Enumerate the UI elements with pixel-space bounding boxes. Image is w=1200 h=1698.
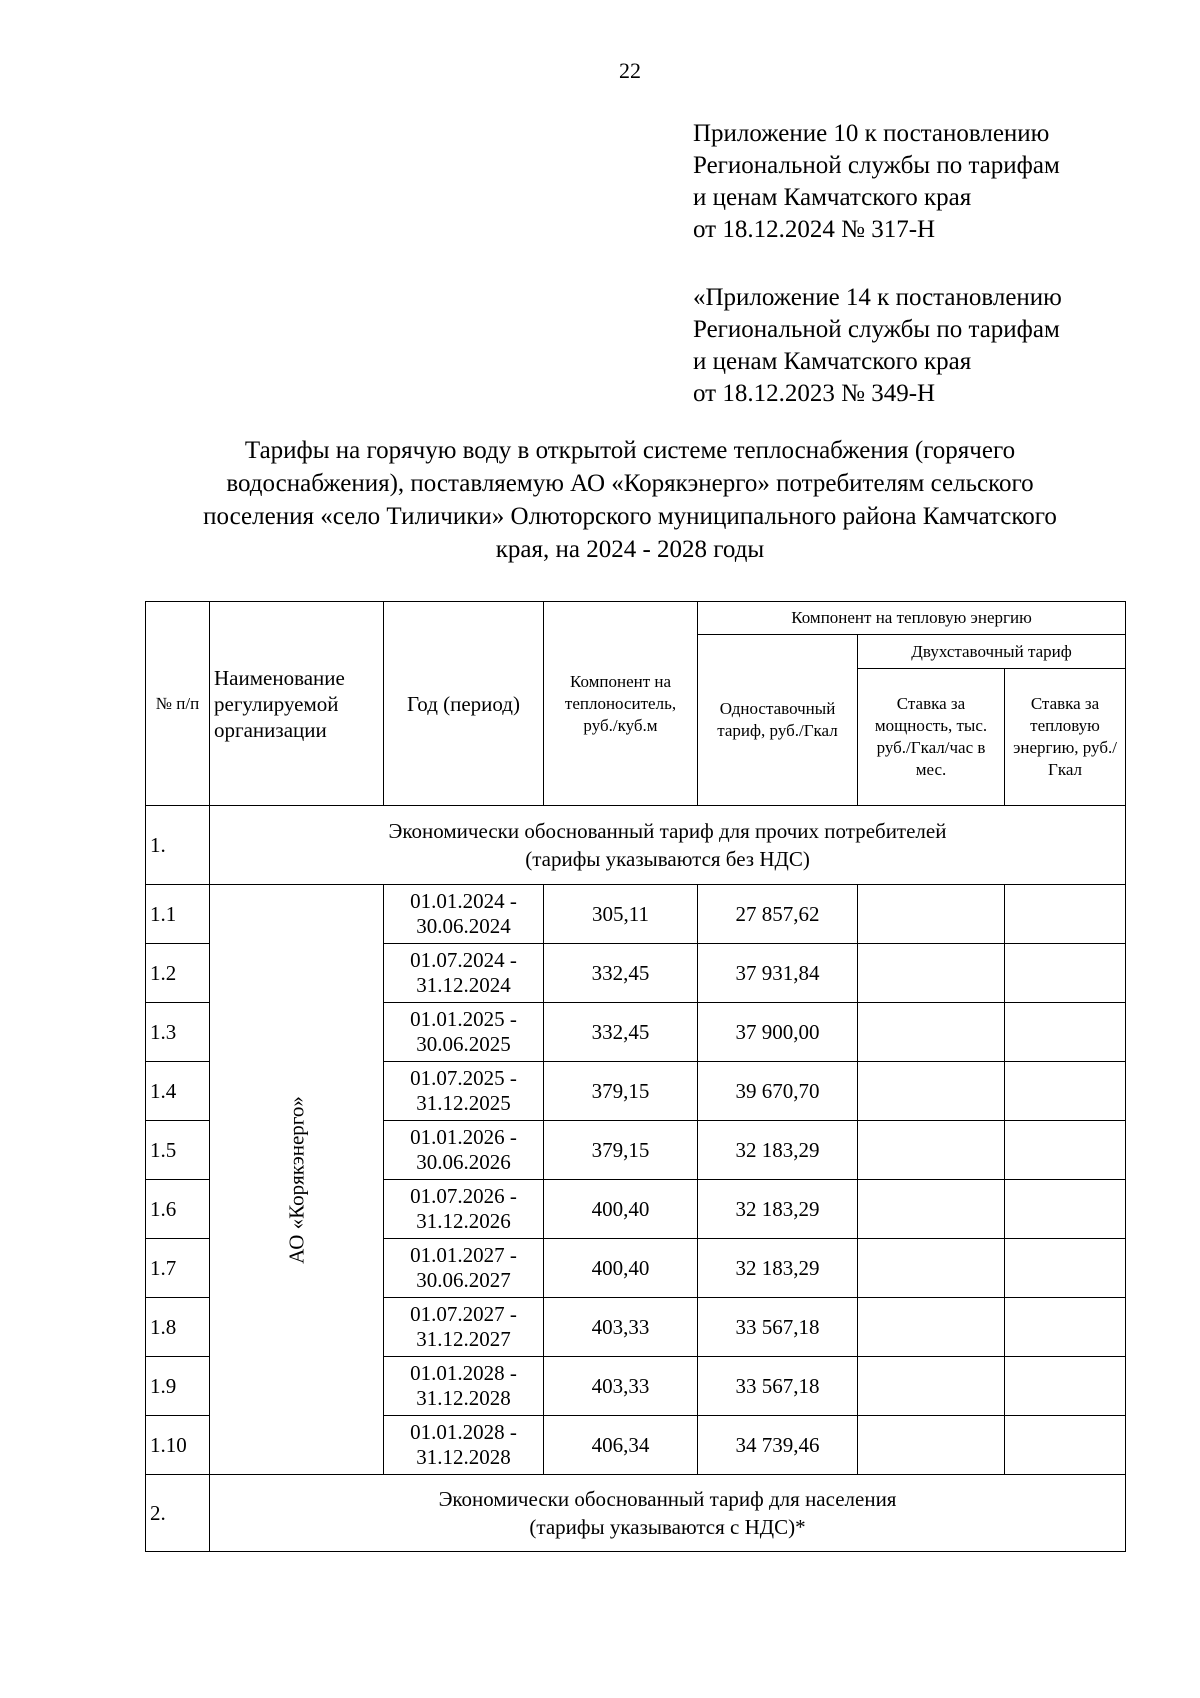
row-energy-rate	[1005, 885, 1126, 944]
period-end: 30.06.2025	[416, 1032, 511, 1056]
row-period	[384, 1357, 544, 1416]
period-end: 30.06.2024	[416, 914, 511, 938]
section-1-line: (тарифы указываются без НДС)	[525, 847, 810, 871]
row-period	[384, 944, 544, 1003]
period-end: 31.12.2028	[416, 1445, 511, 1469]
section-2-text	[210, 1475, 1126, 1552]
row-energy-rate	[1005, 1298, 1126, 1357]
row-carrier: 400,40	[544, 1239, 698, 1298]
section-2-row	[146, 1475, 1126, 1552]
period-end: 31.12.2028	[416, 1386, 511, 1410]
row-energy-rate	[1005, 1180, 1126, 1239]
row-energy-rate	[1005, 944, 1126, 1003]
row-num: 1.4	[146, 1062, 210, 1121]
organization-name: АО «Корякэнерго»	[284, 1095, 308, 1264]
header-energy-rate: Ставка за тепловую энергию, руб./Гкал	[1005, 669, 1126, 806]
header-single-rate: Одноставочный тариф, руб./Гкал	[698, 635, 858, 806]
row-single-rate: 37 931,84	[698, 944, 858, 1003]
appendix-current-block	[693, 118, 1060, 246]
row-single-rate: 32 183,29	[698, 1121, 858, 1180]
row-num: 1.3	[146, 1003, 210, 1062]
header-org: Наименование регулируемой организации	[210, 602, 384, 806]
row-capacity-rate	[858, 1357, 1005, 1416]
period-start: 01.01.2026 -	[410, 1125, 517, 1149]
period-start: 01.01.2028 -	[410, 1361, 517, 1385]
organization-cell	[210, 885, 384, 1475]
title-line: края, на 2024 - 2028 годы	[495, 536, 765, 563]
appendix-current-line: и ценам Камчатского края	[693, 184, 972, 211]
period-end: 30.06.2027	[416, 1268, 511, 1292]
row-carrier: 305,11	[544, 885, 698, 944]
period-end: 31.12.2025	[416, 1091, 511, 1115]
appendix-current-line: Приложение 10 к постановлению	[693, 120, 1050, 147]
row-num: 1.1	[146, 885, 210, 944]
header-row-1	[146, 602, 1126, 635]
period-start: 01.07.2027 -	[410, 1302, 517, 1326]
section-2-line: (тарифы указываются с НДС)*	[529, 1515, 806, 1539]
row-capacity-rate	[858, 1121, 1005, 1180]
row-single-rate: 33 567,18	[698, 1357, 858, 1416]
row-energy-rate	[1005, 1062, 1126, 1121]
row-period	[384, 1003, 544, 1062]
row-capacity-rate	[858, 1180, 1005, 1239]
row-energy-rate	[1005, 1357, 1126, 1416]
appendix-previous-line: от 18.12.2023 № 349-Н	[693, 380, 936, 407]
row-energy-rate	[1005, 1003, 1126, 1062]
row-num: 1.6	[146, 1180, 210, 1239]
section-1-row	[146, 806, 1126, 885]
row-single-rate: 37 900,00	[698, 1003, 858, 1062]
row-capacity-rate	[858, 885, 1005, 944]
appendix-previous-line: и ценам Камчатского края	[693, 348, 972, 375]
row-carrier: 400,40	[544, 1180, 698, 1239]
row-carrier: 332,45	[544, 944, 698, 1003]
appendix-previous-block	[693, 282, 1062, 410]
row-energy-rate	[1005, 1121, 1126, 1180]
appendix-current-line: Региональной службы по тарифам	[693, 152, 1060, 179]
appendix-previous-line: «Приложение 14 к постановлению	[693, 284, 1062, 311]
period-end: 31.12.2027	[416, 1327, 511, 1351]
row-capacity-rate	[858, 1416, 1005, 1475]
header-carrier: Компонент на теплоноситель, руб./куб.м	[544, 602, 698, 806]
period-end: 30.06.2026	[416, 1150, 511, 1174]
document-title	[130, 434, 1130, 566]
title-line: поселения «село Тиличики» Олюторского муниципального района Камчатского	[203, 503, 1057, 530]
row-capacity-rate	[858, 1298, 1005, 1357]
period-start: 01.01.2028 -	[410, 1420, 517, 1444]
row-single-rate: 33 567,18	[698, 1298, 858, 1357]
row-energy-rate	[1005, 1416, 1126, 1475]
row-num: 1.2	[146, 944, 210, 1003]
row-single-rate: 39 670,70	[698, 1062, 858, 1121]
row-period	[384, 1239, 544, 1298]
row-capacity-rate	[858, 1003, 1005, 1062]
row-num: 1.7	[146, 1239, 210, 1298]
period-end: 31.12.2024	[416, 973, 511, 997]
row-period	[384, 885, 544, 944]
section-2-line: Экономически обоснованный тариф для населения	[438, 1487, 897, 1511]
row-carrier: 332,45	[544, 1003, 698, 1062]
tariffs-table	[145, 601, 1126, 1552]
header-num: № п/п	[146, 602, 210, 806]
period-start: 01.07.2026 -	[410, 1184, 517, 1208]
row-period	[384, 1298, 544, 1357]
row-capacity-rate	[858, 944, 1005, 1003]
period-start: 01.07.2024 -	[410, 948, 517, 972]
section-2-num: 2.	[146, 1475, 210, 1552]
page-number: 22	[619, 58, 641, 83]
row-num: 1.9	[146, 1357, 210, 1416]
period-start: 01.01.2024 -	[410, 889, 517, 913]
row-num: 1.8	[146, 1298, 210, 1357]
row-capacity-rate	[858, 1239, 1005, 1298]
row-period	[384, 1062, 544, 1121]
row-period	[384, 1121, 544, 1180]
row-carrier: 379,15	[544, 1062, 698, 1121]
period-start: 01.07.2025 -	[410, 1066, 517, 1090]
period-start: 01.01.2025 -	[410, 1007, 517, 1031]
row-carrier: 403,33	[544, 1298, 698, 1357]
row-carrier: 403,33	[544, 1357, 698, 1416]
row-capacity-rate	[858, 1062, 1005, 1121]
header-heat-group: Компонент на тепловую энергию	[698, 602, 1126, 635]
section-1-line: Экономически обоснованный тариф для прочих потребителей	[388, 819, 947, 843]
header-two-rate: Двухставочный тариф	[858, 635, 1126, 669]
row-period	[384, 1416, 544, 1475]
header-capacity-rate: Ставка за мощность, тыс. руб./Гкал/час в мес.	[858, 669, 1005, 806]
table-row	[146, 885, 1126, 944]
appendix-previous-line: Региональной службы по тарифам	[693, 316, 1060, 343]
row-num: 1.5	[146, 1121, 210, 1180]
row-num: 1.10	[146, 1416, 210, 1475]
title-line: водоснабжения), поставляемую АО «Корякэнерго» потребителям сельского	[226, 470, 1034, 497]
row-period	[384, 1180, 544, 1239]
row-single-rate: 34 739,46	[698, 1416, 858, 1475]
row-single-rate: 32 183,29	[698, 1239, 858, 1298]
appendix-current-line: от 18.12.2024 № 317-Н	[693, 216, 936, 243]
row-single-rate: 32 183,29	[698, 1180, 858, 1239]
row-carrier: 406,34	[544, 1416, 698, 1475]
title-line: Тарифы на горячую воду в открытой системе теплоснабжения (горячего	[244, 437, 1016, 464]
row-carrier: 379,15	[544, 1121, 698, 1180]
row-energy-rate	[1005, 1239, 1126, 1298]
period-start: 01.01.2027 -	[410, 1243, 517, 1267]
row-single-rate: 27 857,62	[698, 885, 858, 944]
section-1-text	[210, 806, 1126, 885]
section-1-num: 1.	[146, 806, 210, 885]
period-end: 31.12.2026	[416, 1209, 511, 1233]
header-period: Год (период)	[384, 602, 544, 806]
